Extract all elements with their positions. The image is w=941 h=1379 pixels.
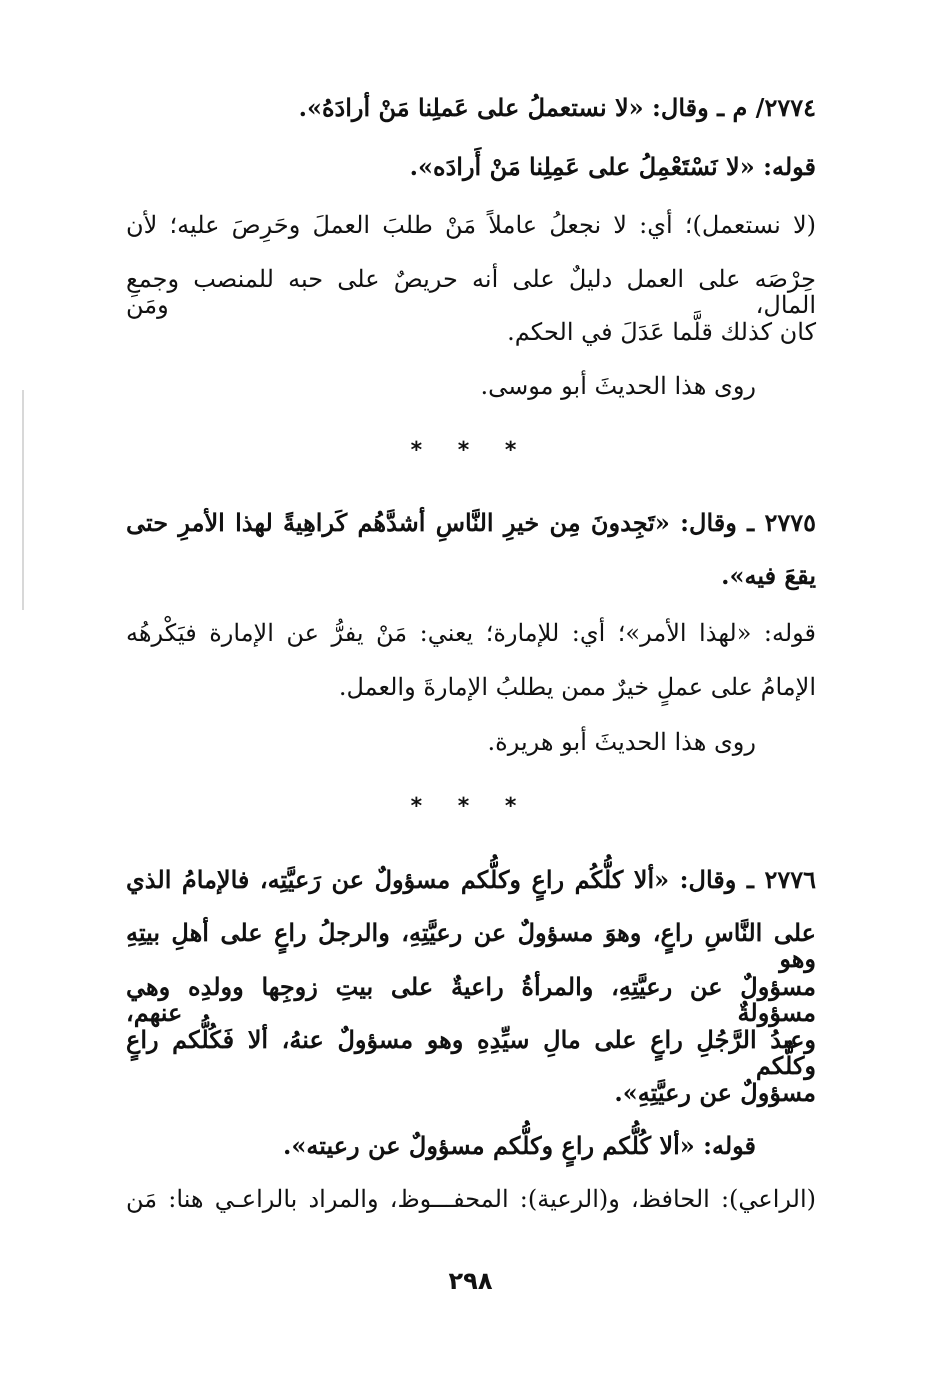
hadith-2776-line-1: ٢٧٧٦ ـ وقال: «ألا كلُّكُم راعٍ وكلُّكم مسؤولٌ عن رَعيَّتِه، فالإمامُ الذي	[126, 865, 816, 894]
hadith-2776-line-3: مسؤولٌ عن رعيَّتِهِ، والمرأةُ راعيةٌ على بيتِ زوجِها وولدِه وهي مسؤولةٌ عنهم،	[126, 972, 816, 1028]
commentary-heading-2774: قوله: «لا نَسْتَعْمِلُ على عَمِلِنا مَنْ أَرادَه».	[409, 152, 816, 181]
commentary-heading-2776: قوله: «ألا كُلُّكم راعٍ وكلُّكم مسؤولٌ عن رعيته».	[282, 1131, 756, 1160]
commentary-line-2774-2: حِرْصَه على العمل دليلٌ على أنه حريصٌ على حبه للمنصب وجمعِ المال، ومَن	[126, 265, 816, 320]
commentary-line-2774-3: كان كذلك قلَّما عَدَلَ في الحكم.	[507, 318, 816, 346]
commentary-line-2776-1: (الراعي): الحافظ، و(الرعية): المحفـــوظ، والمراد بالراعـي هنا: مَن	[126, 1185, 816, 1213]
page-edge-shadow	[22, 390, 24, 610]
hadith-2775-line-2: يقعَ فيه».	[721, 561, 816, 590]
page-number: ٢٩٨	[448, 1267, 493, 1295]
hadith-2774-text: ٢٧٧٤/ م ـ وقال: «لا نستعملُ على عَملِنا مَنْ أرادَهُ».	[298, 93, 816, 122]
narrator-line-2774: روى هذا الحديثَ أبو موسى.	[480, 372, 756, 400]
narrator-line-2775: روى هذا الحديثَ أبو هريرة.	[487, 728, 756, 756]
hadith-2776-line-2: على النَّاسِ راعٍ، وهوَ مسؤولٌ عن رعيَّتِهِ، والرجلُ راعٍ على أهلِ بيتِهِ وهو	[126, 918, 816, 974]
commentary-line-2775-2: الإمامُ على عملٍ خيرٌ ممن يطلبُ الإمارةَ والعمل.	[338, 673, 816, 701]
hadith-2775-line-1: ٢٧٧٥ ـ وقال: «تَجِدونَ مِن خيرِ النَّاسِ أشدَّهُم كَراهِيةً لهذا الأمرِ حتى	[126, 508, 816, 537]
hadith-2776-line-5: مسؤولٌ عن رعيَّتِهِ».	[614, 1078, 816, 1107]
section-separator-2: * * *	[410, 794, 531, 819]
commentary-line-2775-1: قوله: «لهذا الأمر»؛ أي: للإمارة؛ يعني: مَنْ يفرُّ عن الإمارة فيَكْرهُه	[126, 619, 817, 647]
commentary-line-2774-1: (لا نستعمل)؛ أي: لا نجعلُ عاملاً مَنْ طلبَ العملَ وحَرِصَ عليه؛ لأن	[126, 211, 816, 239]
section-separator-1: * * *	[410, 438, 531, 463]
hadith-2776-line-4: وعبدُ الرَّجُلِ راعٍ على مالِ سيِّدِهِ وهو مسؤولٌ عنهُ، ألا فَكُلُّكم راعٍ وكلُّكم	[126, 1025, 816, 1081]
